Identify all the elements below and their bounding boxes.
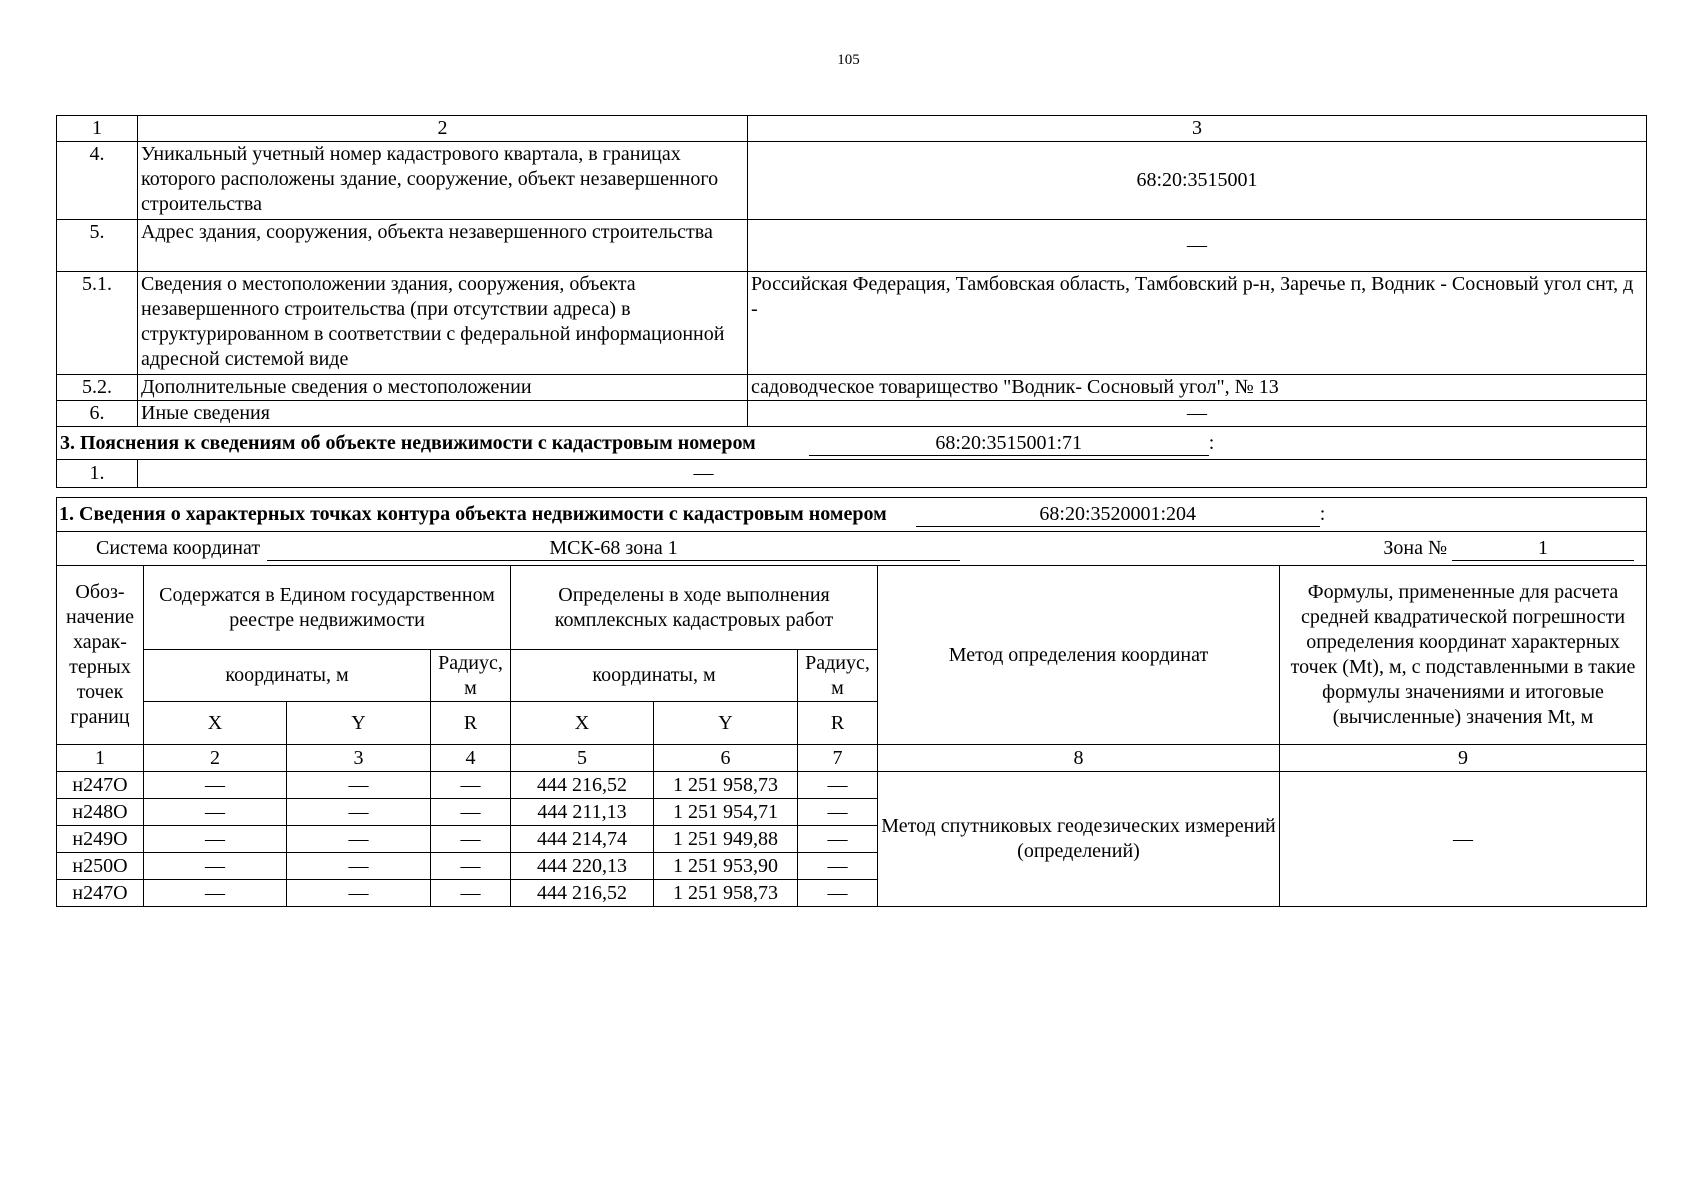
page-number: 105 [837, 52, 860, 68]
complex-r: — [798, 772, 878, 799]
row-value: садоводческое товарищество "Водник- Сосновый угол", № 13 [748, 375, 1647, 401]
complex-radius-header: Радиус, м [798, 650, 878, 702]
table-row [57, 220, 1647, 272]
col-number: 9 [1280, 745, 1647, 772]
complex-r: — [798, 880, 878, 907]
egrn-x: — [144, 880, 287, 907]
col-number: 4 [431, 745, 511, 772]
point-designation: н247О [57, 772, 144, 799]
section-1-row [57, 498, 1647, 532]
header-row-1 [57, 566, 1647, 650]
egrn-y: — [287, 799, 431, 826]
egrn-y-header: Y [287, 702, 431, 745]
row-label: Дополнительные сведения о местоположении [138, 375, 748, 401]
method-value: Метод спутниковых геодезических измерений (определений) [878, 772, 1280, 907]
point-designation-header: Обоз-начение харак-терных точек границ [57, 566, 144, 745]
row-value: — [138, 460, 1647, 488]
formulas-header: Формулы, примененные для расчета средней квадратической погрешности определения координат характерных точек (Mt), м, с подставленными в такие формулы значениями и итоговые (вычисленные) значения Mt, м [1280, 566, 1647, 745]
row-label: Иные сведения [138, 401, 748, 427]
coordinate-system-cell [57, 532, 1647, 566]
col-number: 2 [144, 745, 287, 772]
method-header: Метод определения координат [878, 566, 1280, 745]
complex-y: 1 251 949,88 [654, 826, 798, 853]
egrn-coordinates-header: координаты, м [144, 650, 431, 702]
table-row [57, 460, 1647, 488]
egrn-x: — [144, 799, 287, 826]
egrn-radius-header: Радиус, м [431, 650, 511, 702]
egrn-r: — [431, 799, 511, 826]
complex-y: 1 251 954,71 [654, 799, 798, 826]
zone-value: 1 [1452, 536, 1634, 561]
col-number: 7 [798, 745, 878, 772]
row-number: 5.2. [57, 375, 138, 401]
section-1-heading [57, 498, 1647, 532]
complex-y: 1 251 953,90 [654, 853, 798, 880]
egrn-r: — [431, 853, 511, 880]
col-number: 8 [878, 745, 1280, 772]
complex-x: 444 211,13 [511, 799, 654, 826]
complex-x: 444 216,52 [511, 772, 654, 799]
egrn-r: — [431, 826, 511, 853]
row-label: Уникальный учетный номер кадастрового квартала, в границах которого расположены здание, сооружение, объект незавершенного строительства [138, 142, 748, 220]
row-number: 4. [57, 142, 138, 220]
egrn-r: — [431, 772, 511, 799]
table-row [57, 142, 1647, 220]
egrn-x: — [144, 772, 287, 799]
row-value: — [748, 401, 1647, 427]
complex-x: 444 220,13 [511, 853, 654, 880]
col-number: 6 [654, 745, 798, 772]
complex-y-header: Y [654, 702, 798, 745]
egrn-r: — [431, 880, 511, 907]
complex-r: — [798, 826, 878, 853]
complex-r: — [798, 799, 878, 826]
coordinate-system-label: Система координат [96, 537, 261, 559]
section-1-colon: : [1319, 503, 1326, 525]
complex-x: 444 216,52 [511, 880, 654, 907]
row-number: 6. [57, 401, 138, 427]
complex-x: 444 214,74 [511, 826, 654, 853]
point-designation: н247О [57, 880, 144, 907]
section-3-heading [57, 427, 1647, 460]
row-label: Сведения о местоположении здания, сооружения, объекта незавершенного строительства (при отсутствии адреса) в структурированном в соответствии с федеральной информационной адресной системой виде [138, 272, 748, 375]
point-designation: н249О [57, 826, 144, 853]
table-row [57, 772, 1647, 799]
section-3-title: 3. Пояснения к сведениям об объекте недвижимости с кадастровым номером [60, 431, 756, 454]
col-number-3: 3 [748, 116, 1647, 142]
complex-works-header: Определены в ходе выполнения комплексных кадастровых работ [511, 566, 878, 650]
point-designation: н250О [57, 853, 144, 880]
egrn-x-header: X [144, 702, 287, 745]
complex-y: 1 251 958,73 [654, 880, 798, 907]
complex-y: 1 251 958,73 [654, 772, 798, 799]
coordinate-system-value: МСК-68 зона 1 [267, 536, 960, 561]
section-3-cadastral-number: 68:20:3515001:71 [809, 431, 1209, 456]
col-number-2: 2 [138, 116, 748, 142]
point-designation: н248О [57, 799, 144, 826]
characteristic-points-table [56, 497, 1647, 907]
formulas-value: — [1280, 772, 1647, 907]
section-1-title: 1. Сведения о характерных точках контура объекта недвижимости с кадастровым номером [59, 503, 887, 525]
section-1-cadastral-number: 68:20:3520001:204 [916, 502, 1320, 527]
complex-coordinates-header: координаты, м [511, 650, 798, 702]
row-value: Российская Федерация, Тамбовская область, Тамбовский р-н, Заречье п, Водник - Сосновый угол снт, д - [748, 272, 1647, 375]
row-value: 68:20:3515001 [748, 142, 1647, 220]
col-number: 3 [287, 745, 431, 772]
table-row [57, 375, 1647, 401]
row-label: Адрес здания, сооружения, объекта незавершенного строительства [138, 220, 748, 272]
zone-label: Зона № [1383, 537, 1448, 559]
egrn-header: Содержатся в Едином государственном реестре недвижимости [144, 566, 511, 650]
egrn-y: — [287, 826, 431, 853]
section-3-row [57, 427, 1647, 460]
row-number: 5.1. [57, 272, 138, 375]
object-info-table [56, 115, 1647, 488]
egrn-r-header: R [431, 702, 511, 745]
egrn-x: — [144, 853, 287, 880]
col-number: 1 [57, 745, 144, 772]
egrn-y: — [287, 772, 431, 799]
egrn-x: — [144, 826, 287, 853]
complex-r: — [798, 853, 878, 880]
coordinate-system-row [57, 532, 1647, 566]
section-3-colon: : [1208, 431, 1215, 454]
column-numbers-row [57, 745, 1647, 772]
complex-r-header: R [798, 702, 878, 745]
row-number: 1. [57, 460, 138, 488]
row-number: 5. [57, 220, 138, 272]
col-number-1: 1 [57, 116, 138, 142]
row-value: — [748, 220, 1647, 272]
col-number: 5 [511, 745, 654, 772]
table-header-row [57, 116, 1647, 142]
egrn-y: — [287, 880, 431, 907]
complex-x-header: X [511, 702, 654, 745]
table-row [57, 401, 1647, 427]
table-row [57, 272, 1647, 375]
egrn-y: — [287, 853, 431, 880]
